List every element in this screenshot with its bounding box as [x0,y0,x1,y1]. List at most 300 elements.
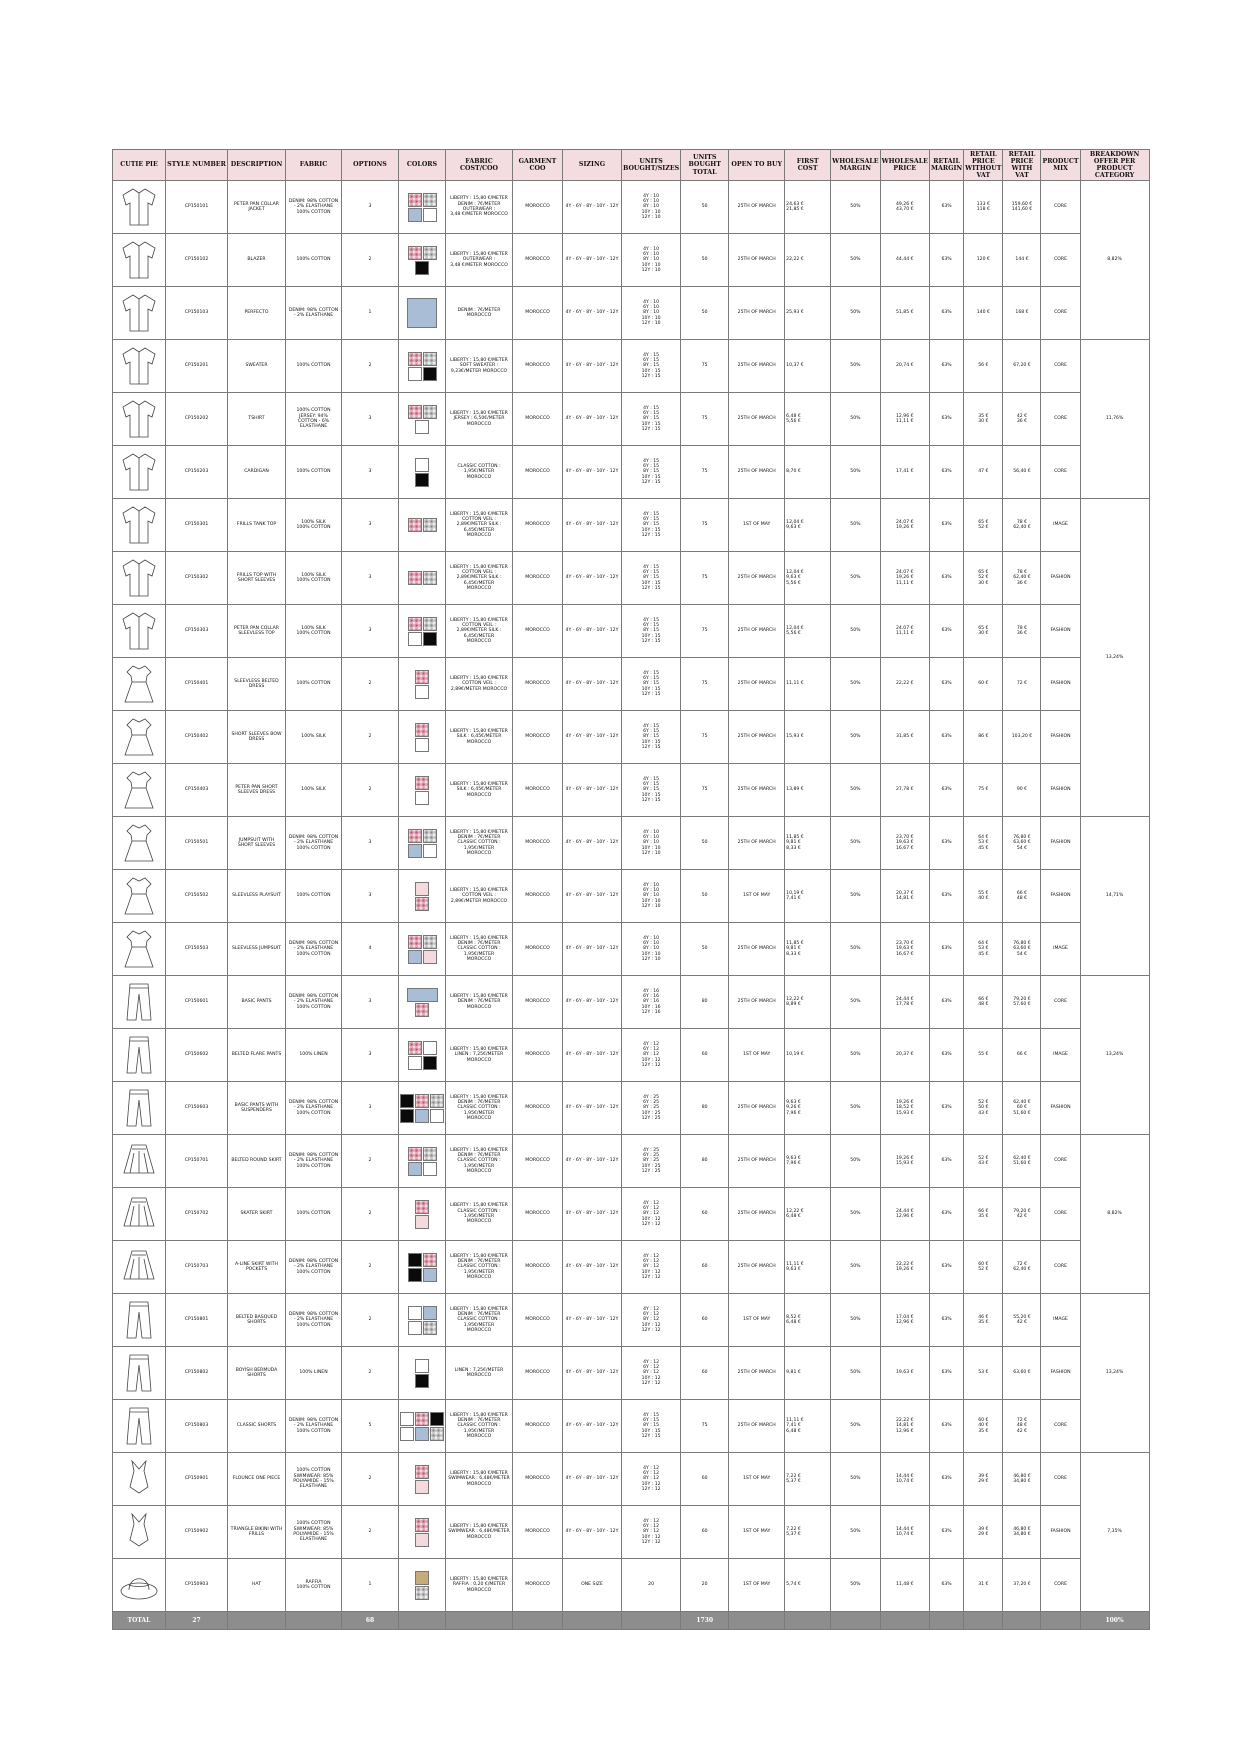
garment-coo-cell: MOROCCO [513,605,563,658]
open-to-buy-cell: 1ST OF MAY [729,870,785,923]
dress-sketch-icon [114,662,164,706]
fabric-swatch [408,1253,422,1267]
units-total-cell: 60 [681,1188,729,1241]
fabric-swatch [430,1412,444,1426]
first-cost-cell: 25,93 € [785,287,831,340]
sizing-cell: 4Y - 6Y - 8Y - 10Y - 12Y [563,234,622,287]
retail-price-vat-cell: 62,40 € 51,60 € [1003,1135,1041,1188]
wholesale-margin-cell: 50% [831,605,880,658]
first-cost-cell: 7,22 € 5,37 € [785,1453,831,1506]
colors-cell [399,499,446,552]
description-cell: BASIC PANTS [228,976,286,1029]
units-total-cell: 50 [681,234,729,287]
first-cost-cell: 9,63 € 9,26 € 7,96 € [785,1082,831,1135]
sketch-cell [113,393,166,446]
breakdown-cell: 13,24% [1080,1294,1149,1453]
product-mix-cell: CORE [1041,340,1080,393]
open-to-buy-cell: 25TH OF MARCH [729,1135,785,1188]
table-row [113,552,1150,605]
fabric-swatch [408,193,422,207]
sketch-cell [113,923,166,976]
units-total-cell: 50 [681,923,729,976]
units-per-size-cell: 4Y : 12 6Y : 12 8Y : 12 10Y : 12 12Y : 12 [622,1453,681,1506]
table-row [113,393,1150,446]
colors-cell [399,1082,446,1135]
retail-price-cell: 140 € [964,287,1003,340]
column-header: PRODUCT MIX [1041,150,1080,181]
sizing-cell: 4Y - 6Y - 8Y - 10Y - 12Y [563,552,622,605]
units-per-size-cell: 4Y : 15 6Y : 15 8Y : 15 10Y : 15 12Y : 15 [622,340,681,393]
units-per-size-cell: 4Y : 25 6Y : 25 8Y : 25 10Y : 25 12Y : 25 [622,1135,681,1188]
retail-price-vat-cell: 76,80 € 63,60 € 54 € [1003,817,1041,870]
open-to-buy-cell: 25TH OF MARCH [729,287,785,340]
colors-cell [399,764,446,817]
fabric-swatch [415,1571,429,1585]
garment-coo-cell: MOROCCO [513,1135,563,1188]
product-mix-cell: FASHION [1041,552,1080,605]
product-mix-cell: IMAGE [1041,1294,1080,1347]
style-number-cell: CP150402 [166,711,228,764]
product-mix-cell: CORE [1041,1453,1080,1506]
table-row [113,1241,1150,1294]
fabric-swatch [408,935,422,949]
fabric-swatch [408,208,422,222]
options-cell: 3 [342,1082,399,1135]
colors-cell [399,1347,446,1400]
playsuit-sketch-icon [114,874,164,918]
description-cell: BLAZER [228,234,286,287]
first-cost-cell: 12,04 € 9,63 € 5,56 € [785,552,831,605]
sizing-cell: 4Y - 6Y - 8Y - 10Y - 12Y [563,817,622,870]
sizing-cell: 4Y - 6Y - 8Y - 10Y - 12Y [563,870,622,923]
column-header: RETAIL PRICE WITH VAT [1003,150,1041,181]
column-header: BREAKDOWN OFFER PER PRODUCT CATEGORY [1080,150,1149,181]
first-cost-cell: 12,22 € 6,48 € [785,1188,831,1241]
open-to-buy-cell: 1ST OF MAY [729,1029,785,1082]
fabric-swatch [423,367,437,381]
table-row [113,1294,1150,1347]
units-total-cell: 75 [681,605,729,658]
style-number-cell: CP150702 [166,1188,228,1241]
sketch-cell [113,499,166,552]
style-number-cell: CP150903 [166,1559,228,1612]
sizing-cell: 4Y - 6Y - 8Y - 10Y - 12Y [563,181,622,234]
description-cell: SHORT SLEEVES BOW DRESS [228,711,286,764]
style-number-cell: CP150701 [166,1135,228,1188]
fabric-swatch [408,571,422,585]
fabric-swatch [415,1109,429,1123]
retail-margin-cell: 63% [929,446,963,499]
table-row [113,1506,1150,1559]
table-row [113,1400,1150,1453]
fabric-swatch [407,988,438,1002]
sizing-cell: 4Y - 6Y - 8Y - 10Y - 12Y [563,393,622,446]
column-header: OPEN TO BUY [729,150,785,181]
units-per-size-cell: 4Y : 25 6Y : 25 8Y : 25 10Y : 25 12Y : 25 [622,1082,681,1135]
product-mix-cell: CORE [1041,1559,1080,1612]
units-per-size-cell: 4Y : 15 6Y : 15 8Y : 15 10Y : 15 12Y : 15 [622,393,681,446]
retail-price-vat-cell: 63,60 € [1003,1347,1041,1400]
colors-cell [399,1029,446,1082]
bow-dress-sketch-icon [114,715,164,759]
total-options-cell: 68 [342,1612,399,1630]
style-number-cell: CP150602 [166,1029,228,1082]
wholesale-price-cell: 19,63 € [880,1347,929,1400]
total-empty-cell [513,1612,563,1630]
wholesale-margin-cell: 50% [831,658,880,711]
open-to-buy-cell: 25TH OF MARCH [729,605,785,658]
wholesale-margin-cell: 50% [831,817,880,870]
wholesale-price-cell: 17,04 € 12,96 € [880,1294,929,1347]
total-empty-cell [929,1612,963,1630]
column-header: GARMENT COO [513,150,563,181]
options-cell: 2 [342,1506,399,1559]
wholesale-margin-cell: 50% [831,1082,880,1135]
units-total-cell: 75 [681,446,729,499]
first-cost-cell: 12,22 € 8,89 € [785,976,831,1029]
style-number-cell: CP150302 [166,552,228,605]
retail-price-cell: 66 € 48 € [964,976,1003,1029]
colors-cell [399,446,446,499]
fabric-swatch [415,261,429,275]
product-mix-cell: CORE [1041,287,1080,340]
units-total-cell: 75 [681,393,729,446]
sizing-cell: 4Y - 6Y - 8Y - 10Y - 12Y [563,1400,622,1453]
open-to-buy-cell: 25TH OF MARCH [729,1347,785,1400]
fabric-swatch [423,208,437,222]
wholesale-price-cell: 22,22 € [880,658,929,711]
fabric-swatch [423,193,437,207]
column-header: UNITS BOUGHT/SIZES [622,150,681,181]
product-mix-cell: CORE [1041,1241,1080,1294]
wholesale-margin-cell: 50% [831,1188,880,1241]
fabric-cost-cell: LIBERTY : 15,80 €/METER DENIM : 7€/METER CLASSIC COTTON : 1,95€/METER MOROCCO [446,1135,513,1188]
style-number-cell: CP150102 [166,234,228,287]
colors-cell [399,923,446,976]
description-cell: PERFECTO [228,287,286,340]
fabric-cell: 100% SILK 100% COTTON [286,605,342,658]
first-cost-cell: 10,37 € [785,340,831,393]
retail-price-cell: 75 € [964,764,1003,817]
retail-margin-cell: 63% [929,1135,963,1188]
fabric-cost-cell: LIBERTY : 15,80 €/METER OUTERWEAR : 3,48 €/METER MOROCCO [446,234,513,287]
retail-margin-cell: 63% [929,1400,963,1453]
units-per-size-cell: 4Y : 12 6Y : 12 8Y : 12 10Y : 12 12Y : 12 [622,1347,681,1400]
first-cost-cell: 11,11 € [785,658,831,711]
sketch-cell [113,1294,166,1347]
fabric-cell: 100% SILK [286,711,342,764]
total-styles-cell: 27 [166,1612,228,1630]
sketch-cell [113,764,166,817]
open-to-buy-cell: 25TH OF MARCH [729,658,785,711]
table-row [113,1188,1150,1241]
garment-coo-cell: MOROCCO [513,658,563,711]
product-mix-cell: CORE [1041,234,1080,287]
sketch-cell [113,340,166,393]
retail-margin-cell: 63% [929,711,963,764]
fabric-swatch [423,246,437,260]
garment-coo-cell: MOROCCO [513,1188,563,1241]
description-cell: SLEEVLESS PLAYSUIT [228,870,286,923]
tshirt-sketch-icon [114,397,164,441]
retail-price-vat-cell: 78 € 62,40 € [1003,499,1041,552]
units-total-cell: 75 [681,552,729,605]
options-cell: 2 [342,1294,399,1347]
product-mix-cell: FASHION [1041,1347,1080,1400]
fabric-swatch [400,1094,414,1108]
product-mix-cell: CORE [1041,1135,1080,1188]
wholesale-price-cell: 19,26 € 18,52 € 15,93 € [880,1082,929,1135]
fabric-swatch [423,1306,437,1320]
open-to-buy-cell: 25TH OF MARCH [729,1082,785,1135]
wholesale-price-cell: 22,22 € 14,81 € 12,96 € [880,1400,929,1453]
fabric-cost-cell: LIBERTY : 15,80 €/METER COTTON VEIL : 2,89€/METER MOROCCO [446,658,513,711]
open-to-buy-cell: 25TH OF MARCH [729,764,785,817]
retail-price-cell: 46 € 35 € [964,1294,1003,1347]
wholesale-price-cell: 24,07 € 19,26 € [880,499,929,552]
garment-coo-cell: MOROCCO [513,817,563,870]
style-number-cell: CP150501 [166,817,228,870]
sleevless-jumpsuit-sketch-icon [114,927,164,971]
first-cost-cell: 7,22 € 5,37 € [785,1506,831,1559]
retail-margin-cell: 63% [929,817,963,870]
column-header: CUTIE PIE [113,150,166,181]
first-cost-cell: 11,85 € 9,81 € 8,33 € [785,923,831,976]
sketch-cell [113,234,166,287]
fabric-swatch [423,405,437,419]
fabric-cost-cell: LIBERTY : 15,80 €/METER COTTON VEIL : 2,89€/METER SILK : 6,45€/METER MOROCCO [446,499,513,552]
fabric-swatch [415,1200,429,1214]
fabric-cost-cell: LIBERTY : 15,80 €/METER SILK : 6,45€/METER MOROCCO [446,711,513,764]
units-total-cell: 75 [681,1400,729,1453]
units-per-size-cell: 4Y : 15 6Y : 15 8Y : 15 10Y : 15 12Y : 15 [622,1400,681,1453]
style-number-cell: CP150403 [166,764,228,817]
wholesale-margin-cell: 50% [831,393,880,446]
fabric-swatch [415,776,429,790]
fabric-swatch [408,844,422,858]
units-total-cell: 75 [681,658,729,711]
first-cost-cell: 12,04 € 5,56 € [785,605,831,658]
fabric-cell: DENIM: 98% COTTON - 2% ELASTHANE 100% COTTON [286,976,342,1029]
sizing-cell: 4Y - 6Y - 8Y - 10Y - 12Y [563,1294,622,1347]
table-row [113,181,1150,234]
style-number-cell: CP150202 [166,393,228,446]
fabric-cell: DENIM: 98% COTTON - 2% ELASTHANE [286,287,342,340]
wholesale-margin-cell: 50% [831,287,880,340]
style-number-cell: CP150803 [166,1400,228,1453]
colors-cell [399,658,446,711]
options-cell: 3 [342,552,399,605]
fabric-swatch [423,1147,437,1161]
retail-price-cell: 120 € [964,234,1003,287]
fabric-swatch [423,1321,437,1335]
total-empty-cell [785,1612,831,1630]
units-per-size-cell: 20 [622,1559,681,1612]
wholesale-price-cell: 24,07 € 11,11 € [880,605,929,658]
fabric-cell: 100% SILK 100% COTTON [286,499,342,552]
fabric-swatch [415,1412,429,1426]
fabric-swatch [415,897,429,911]
retail-price-vat-cell: 72 € 62,40 € [1003,1241,1041,1294]
total-breakdown-cell: 100% [1080,1612,1149,1630]
wholesale-margin-cell: 50% [831,340,880,393]
colors-cell [399,1135,446,1188]
options-cell: 2 [342,1135,399,1188]
retail-margin-cell: 63% [929,1294,963,1347]
description-cell: BOYISH BERMUDA SHORTS [228,1347,286,1400]
garment-coo-cell: MOROCCO [513,1082,563,1135]
bermuda-shorts-sketch-icon [114,1351,164,1395]
first-cost-cell: 10,19 € 7,41 € [785,870,831,923]
fabric-swatch [423,571,437,585]
colors-cell [399,1453,446,1506]
options-cell: 2 [342,1347,399,1400]
first-cost-cell: 22,22 € [785,234,831,287]
fabric-cost-cell: LIBERTY : 15,80 €/METER DENIM : 7€/METER CLASSIC COTTON : 1,95€/METER MOROCCO [446,923,513,976]
garment-coo-cell: MOROCCO [513,287,563,340]
jacket-sketch-icon [114,185,164,229]
wholesale-margin-cell: 50% [831,870,880,923]
fabric-cost-cell: LIBERTY : 15,80 €/METER COTTON VEIL : 2,89€/METER SILK : 6,45€/METER MOROCCO [446,605,513,658]
units-per-size-cell: 4Y : 15 6Y : 15 8Y : 15 10Y : 15 12Y : 15 [622,605,681,658]
retail-price-vat-cell: 37,20 € [1003,1559,1041,1612]
wholesale-margin-cell: 50% [831,976,880,1029]
fabric-swatch [415,1359,429,1373]
column-header: SIZING [563,150,622,181]
column-header: FIRST COST [785,150,831,181]
garment-coo-cell: MOROCCO [513,1559,563,1612]
wholesale-price-cell: 49,26 € 43,70 € [880,181,929,234]
retail-margin-cell: 63% [929,1241,963,1294]
table-row [113,764,1150,817]
wholesale-margin-cell: 50% [831,499,880,552]
retail-price-cell: 65 € 30 € [964,605,1003,658]
fabric-swatch [408,352,422,366]
open-to-buy-cell: 25TH OF MARCH [729,552,785,605]
units-total-cell: 75 [681,499,729,552]
table-row [113,605,1150,658]
description-cell: TSHIRT [228,393,286,446]
colors-cell [399,1400,446,1453]
fabric-cost-cell: LIBERTY : 15,80 €/METER DENIM : 7€/METER CLASSIC COTTON : 1,95€/METER MOROCCO [446,1294,513,1347]
description-cell: PETER PAN SHORT SLEEVES DRESS [228,764,286,817]
retail-price-vat-cell: 55,20 € 42 € [1003,1294,1041,1347]
retail-price-vat-cell: 42 € 36 € [1003,393,1041,446]
units-total-cell: 20 [681,1559,729,1612]
style-number-cell: CP150101 [166,181,228,234]
fabric-swatch [423,1268,437,1282]
sizing-cell: 4Y - 6Y - 8Y - 10Y - 12Y [563,340,622,393]
garment-coo-cell: MOROCCO [513,499,563,552]
garment-coo-cell: MOROCCO [513,764,563,817]
wholesale-margin-cell: 50% [831,1506,880,1559]
description-cell: BELTED BASQUED SHORTS [228,1294,286,1347]
retail-price-vat-cell: 56,40 € [1003,446,1041,499]
table-row [113,287,1150,340]
fabric-swatch [423,1056,437,1070]
options-cell: 3 [342,1029,399,1082]
fabric-swatch [408,246,422,260]
wholesale-price-cell: 24,44 € 12,96 € [880,1188,929,1241]
retail-price-vat-cell: 159,60 € 141,60 € [1003,181,1041,234]
product-mix-cell: FASHION [1041,817,1080,870]
table-row [113,711,1150,764]
fabric-swatch [423,352,437,366]
fabric-swatch [408,1162,422,1176]
fabric-swatch [415,723,429,737]
retail-margin-cell: 63% [929,1347,963,1400]
open-to-buy-cell: 25TH OF MARCH [729,393,785,446]
wholesale-price-cell: 23,70 € 19,63 € 16,67 € [880,817,929,870]
open-to-buy-cell: 25TH OF MARCH [729,711,785,764]
first-cost-cell: 8,70 € [785,446,831,499]
sweater-sketch-icon [114,344,164,388]
fabric-swatch [423,844,437,858]
colors-cell [399,234,446,287]
retail-price-cell: 66 € 35 € [964,1188,1003,1241]
product-mix-cell: FASHION [1041,1506,1080,1559]
sketch-cell [113,817,166,870]
retail-price-vat-cell: 72 € 48 € 42 € [1003,1400,1041,1453]
wholesale-margin-cell: 50% [831,552,880,605]
description-cell: SKATER SKIRT [228,1188,286,1241]
wholesale-price-cell: 14,44 € 10,74 € [880,1453,929,1506]
options-cell: 2 [342,658,399,711]
wholesale-margin-cell: 50% [831,446,880,499]
colors-cell [399,1241,446,1294]
sketch-cell [113,287,166,340]
colors-cell [399,976,446,1029]
fabric-swatch [423,950,437,964]
wholesale-price-cell: 14,44 € 10,74 € [880,1506,929,1559]
units-per-size-cell: 4Y : 12 6Y : 12 8Y : 12 10Y : 12 12Y : 12 [622,1294,681,1347]
sketch-cell [113,1347,166,1400]
options-cell: 3 [342,393,399,446]
retail-price-vat-cell: 78 € 62,40 € 36 € [1003,552,1041,605]
fabric-swatch [423,1041,437,1055]
units-total-cell: 60 [681,1506,729,1559]
fabric-cost-cell: LIBERTY : 15,80 €/METER COTTON VEIL : 2,89€/METER MOROCCO [446,870,513,923]
units-per-size-cell: 4Y : 10 6Y : 10 8Y : 10 10Y : 10 12Y : 10 [622,923,681,976]
open-to-buy-cell: 25TH OF MARCH [729,1400,785,1453]
suspender-pants-sketch-icon [114,1086,164,1130]
units-total-cell: 60 [681,1294,729,1347]
fabric-swatch [415,738,429,752]
sizing-cell: ONE SIZE [563,1559,622,1612]
first-cost-cell: 13,89 € [785,764,831,817]
fabric-cost-cell: LIBERTY : 15,80 €/METER CLASSIC COTTON : 1,95€/METER MOROCCO [446,1188,513,1241]
fabric-swatch [415,473,429,487]
product-mix-cell: IMAGE [1041,1029,1080,1082]
fabric-swatch [408,1268,422,1282]
retail-price-cell: 65 € 52 € [964,499,1003,552]
wholesale-price-cell: 22,22 € 19,26 € [880,1241,929,1294]
fabric-cost-cell: LIBERTY : 15,80 €/METER RAFFIA : 0,20 €/METER MOROCCO [446,1559,513,1612]
fabric-cell: 100% COTTON SWIMWEAR: 85% POLYAMIDE - 15% ELASTHANE [286,1453,342,1506]
fabric-swatch [408,829,422,843]
units-per-size-cell: 4Y : 15 6Y : 15 8Y : 15 10Y : 15 12Y : 15 [622,764,681,817]
breakdown-cell: 8,82% [1080,1135,1149,1294]
fabric-swatch [415,882,429,896]
options-cell: 3 [342,605,399,658]
options-cell: 2 [342,340,399,393]
style-number-cell: CP150703 [166,1241,228,1294]
retail-price-cell: 55 € [964,1029,1003,1082]
wholesale-price-cell: 20,37 € 14,81 € [880,870,929,923]
retail-price-cell: 53 € [964,1347,1003,1400]
units-total-cell: 80 [681,976,729,1029]
product-mix-cell: FASHION [1041,605,1080,658]
